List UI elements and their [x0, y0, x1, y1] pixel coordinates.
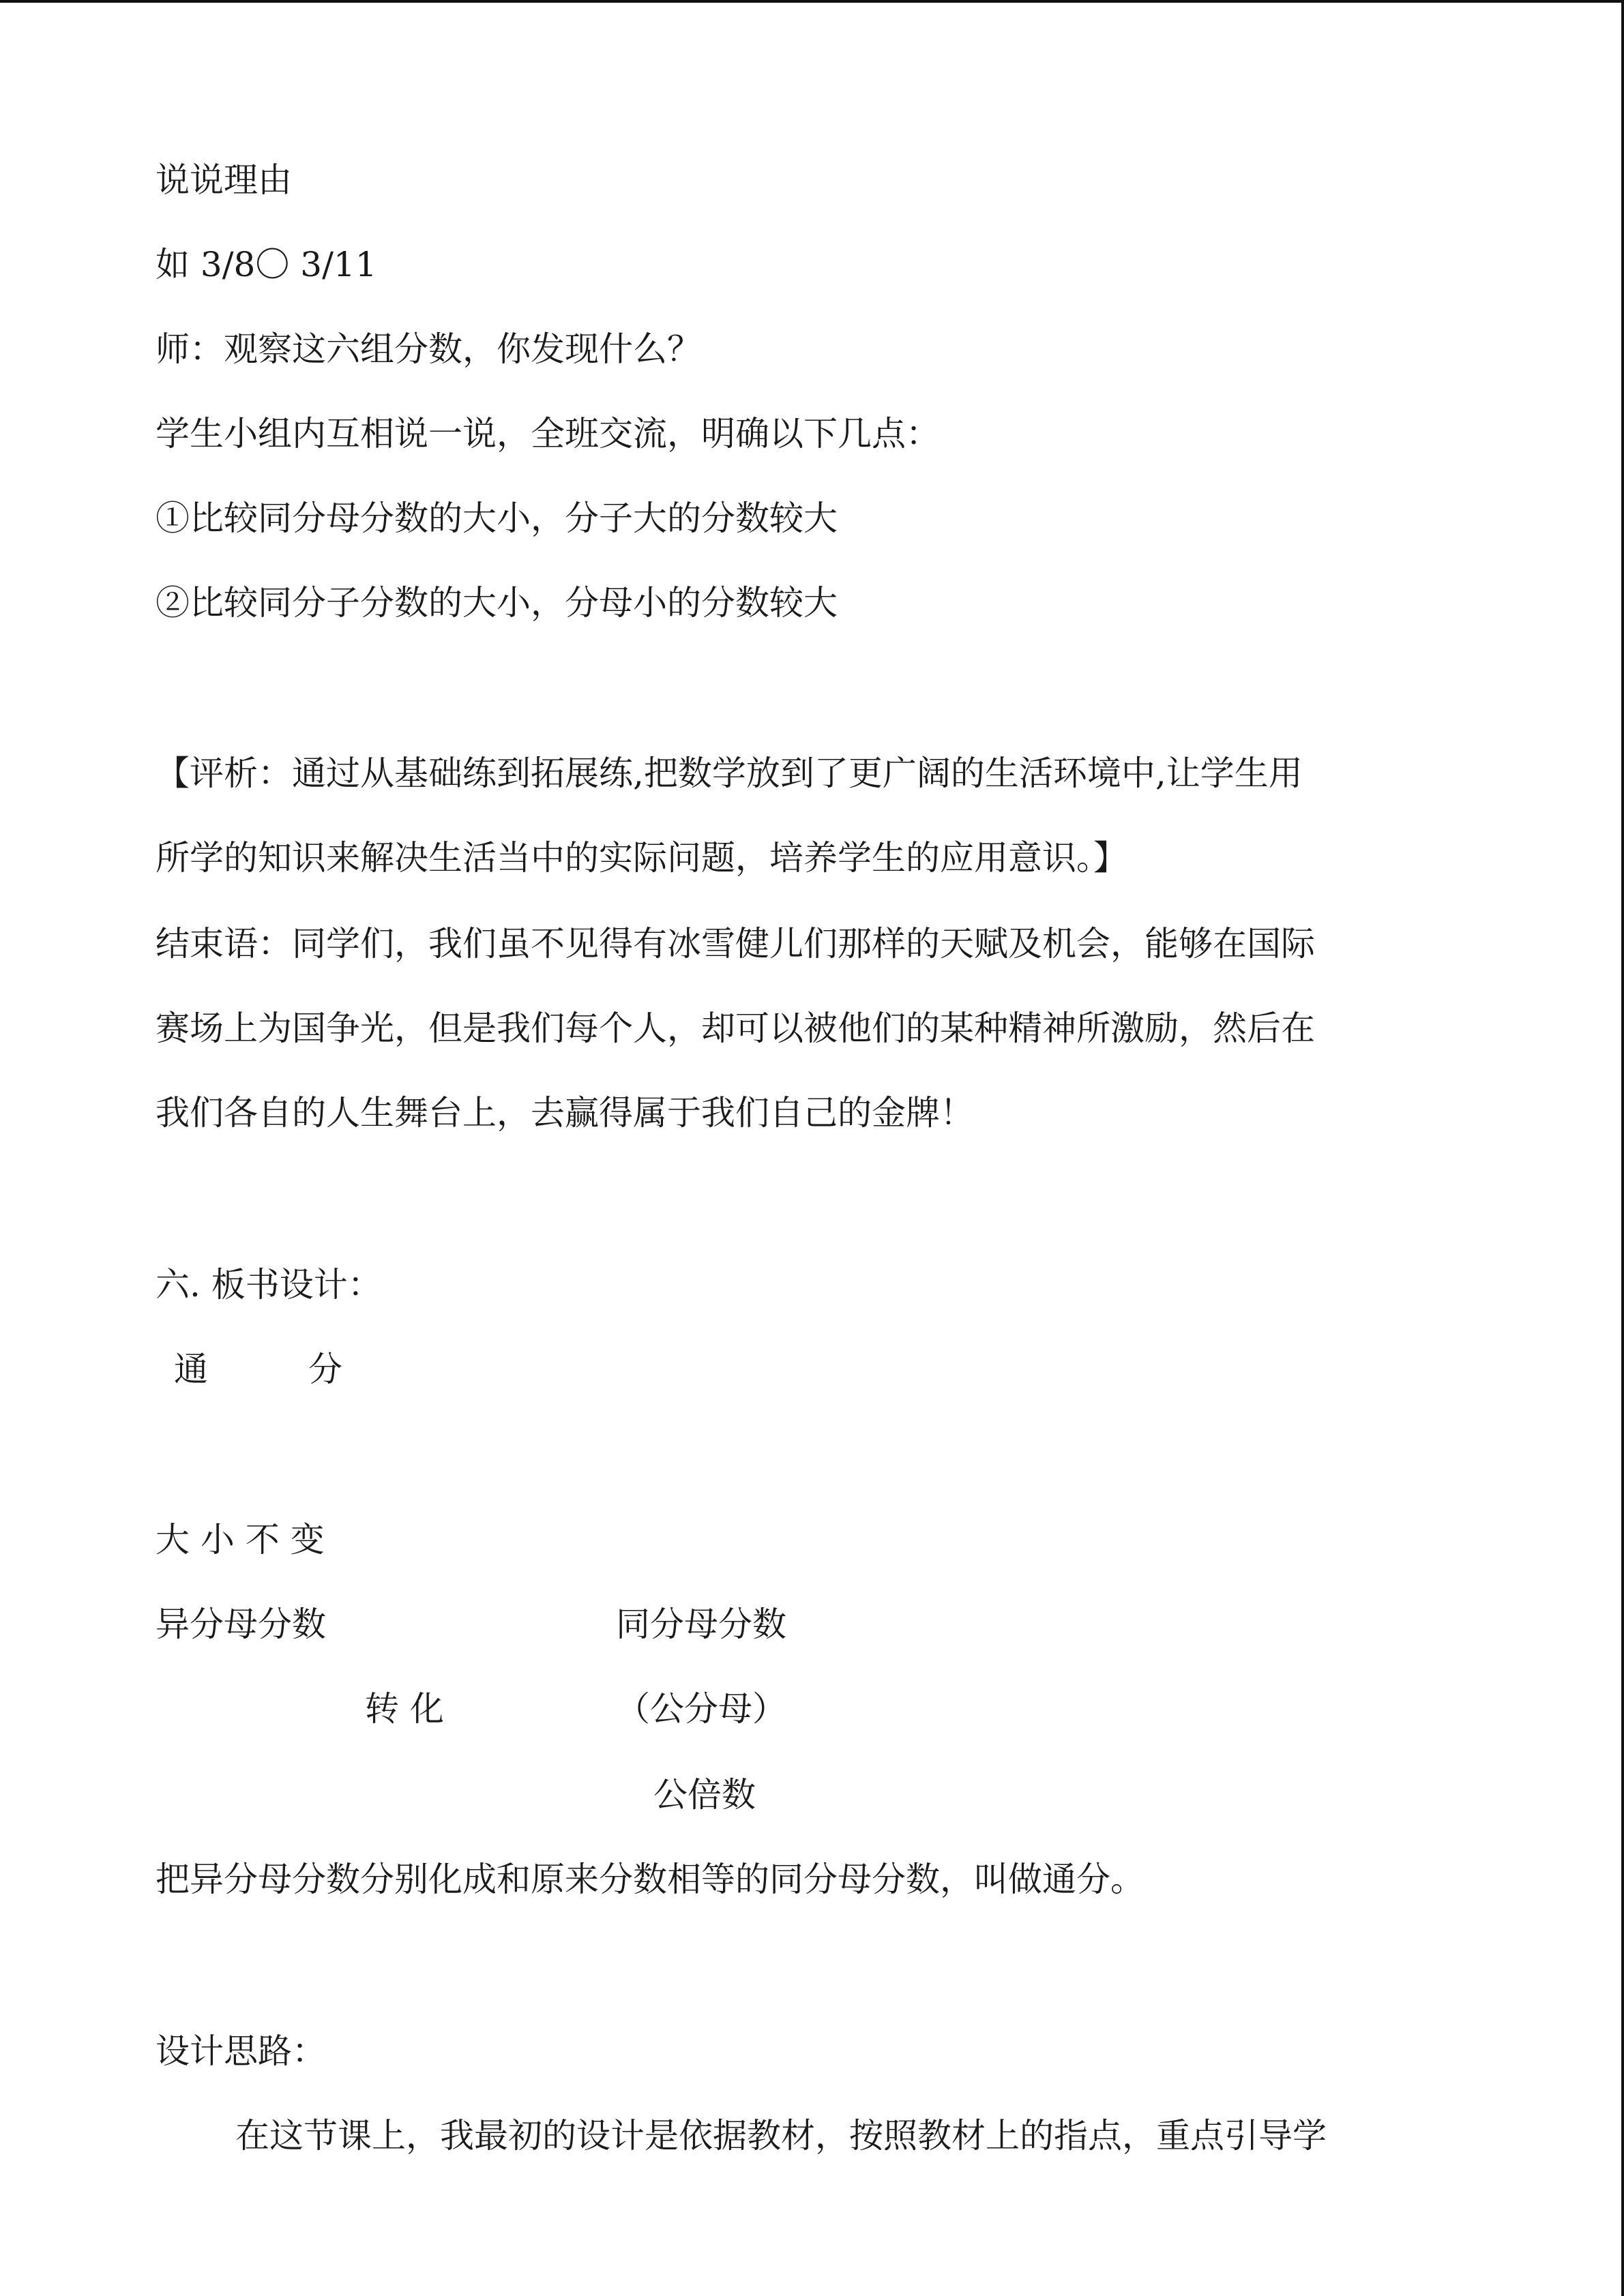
board-like-fractions: 同分母分数: [616, 1605, 786, 1644]
section-heading-board-design: 六. 板书设计：: [156, 1265, 382, 1304]
closing-line-2: 赛场上为国争光，但是我们每个人，却可以被他们的某种精神所激励，然后在: [156, 1009, 1315, 1048]
board-common-multiple: 公倍数: [653, 1775, 756, 1815]
text-line-5: ①比较同分母分数的大小，分子大的分数较大: [156, 498, 838, 538]
text-line-6: ②比较同分子分数的大小，分母小的分数较大: [156, 583, 838, 623]
page-border-right: [1621, 0, 1624, 2296]
board-unlike-fractions: 异分母分数: [156, 1605, 326, 1644]
board-size-unchanged: 大 小 不 变: [156, 1520, 325, 1560]
board-title-char-2: 分: [308, 1350, 342, 1389]
text-line-1: 说说理由: [156, 160, 292, 200]
closing-line-1: 结束语：同学们，我们虽不见得有冰雪健儿们那样的天赋及机会，能够在国际: [156, 924, 1315, 964]
definition-line: 把异分母分数分别化成和原来分数相等的同分母分数，叫做通分。: [156, 1860, 1145, 1899]
section-heading-design-ideas: 设计思路：: [156, 2031, 326, 2071]
board-title-char-1: 通: [174, 1350, 208, 1389]
text-line-2: 如 3/8〇 3/11: [156, 245, 377, 284]
design-ideas-paragraph: 在这节课上，我最初的设计是依据教材，按照教材上的指点，重点引导学: [235, 2116, 1327, 2156]
comment-line-2: 所学的知识来解决生活当中的实际问题，培养学生的应用意识。】: [156, 838, 1127, 878]
closing-line-3: 我们各自的人生舞台上，去赢得属于我们自己的金牌！: [156, 1093, 974, 1133]
board-convert: 转 化: [365, 1689, 444, 1729]
text-line-3: 师：观察这六组分数，你发现什么？: [156, 329, 701, 369]
comment-line-1: 【评析：通过从基础练到拓展练,把数学放到了更广阔的生活环境中,让学生用: [156, 754, 1303, 793]
page-border-top: [0, 0, 1624, 3]
board-common-denominator: （公分母）: [616, 1689, 786, 1729]
text-line-4: 学生小组内互相说一说，全班交流，明确以下几点：: [156, 414, 940, 453]
